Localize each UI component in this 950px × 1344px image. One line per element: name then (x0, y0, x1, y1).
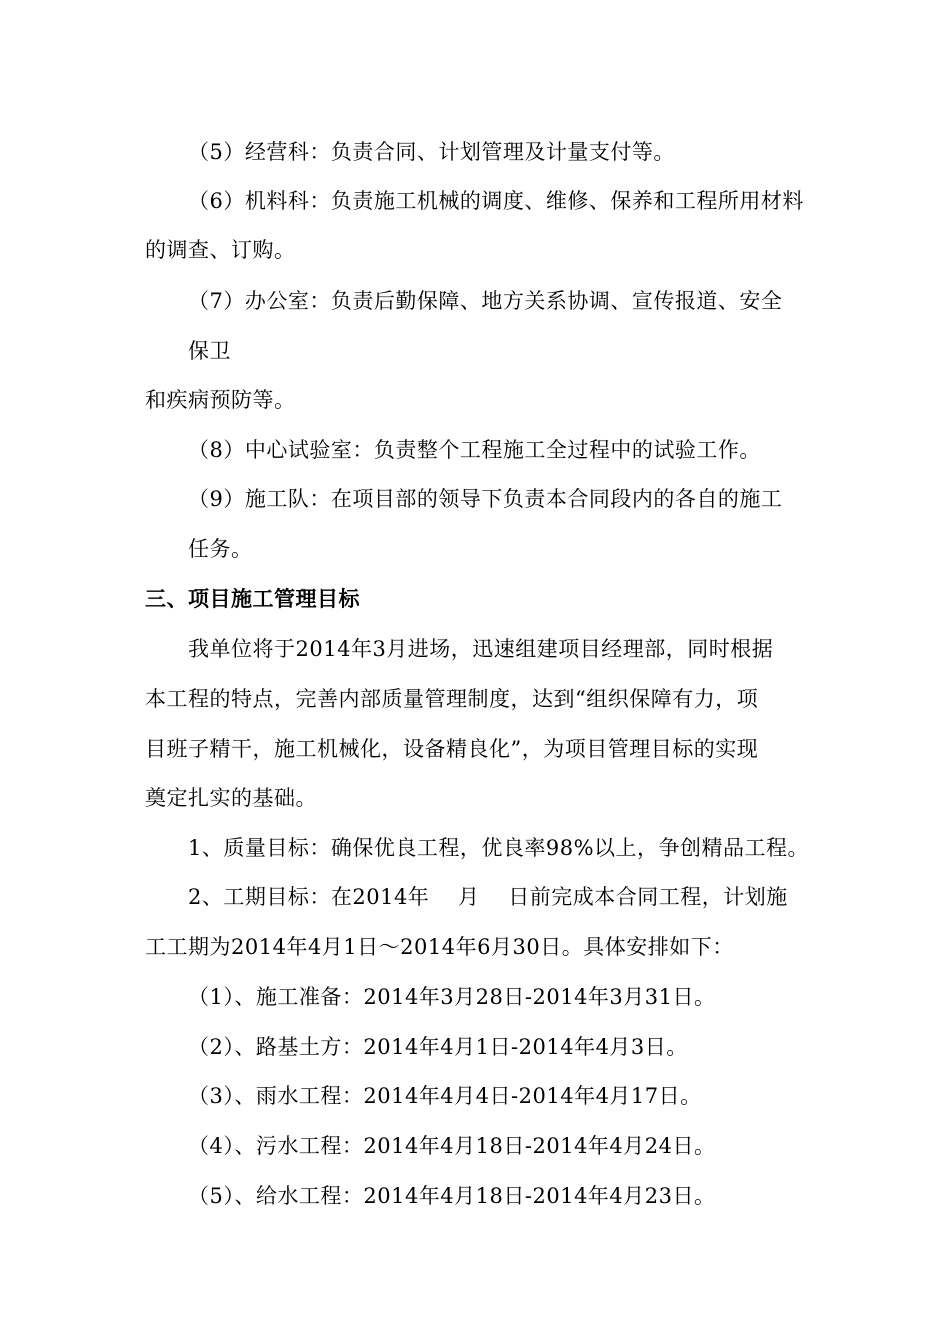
schedule-item-4: （4）、污水工程：2014年4月18日-2014年4月24日。 (188, 1134, 716, 1158)
schedule-item-1: （1）、施工准备：2014年3月28日-2014年3月31日。 (188, 985, 716, 1009)
paragraph-line-1: 我单位将于2014年3月进场，迅速组建项目经理部，同时根据 (188, 637, 774, 661)
schedule-item-2: （2）、路基土方：2014年4月1日-2014年4月3日。 (188, 1035, 688, 1059)
paragraph-line-2: 本工程的特点，完善内部质量管理制度，达到“组织保障有力，项 (145, 687, 759, 711)
schedule-goal: 2、工期目标：在2014年 月 日前完成本合同工程，计划施 (188, 885, 788, 909)
org-item-7-cont: 保卫 (188, 339, 231, 363)
schedule-goal-cont: 工工期为2014年4月1日～2014年6月30日。具体安排如下： (145, 935, 734, 959)
schedule-item-5: （5）、给水工程：2014年4月18日-2014年4月23日。 (188, 1184, 716, 1208)
org-item-9: （9）施工队：在项目部的领导下负责本合同段内的各自的施工 (188, 487, 783, 511)
quality-goal: 1、质量目标：确保优良工程，优良率98%以上，争创精品工程。 (188, 836, 810, 860)
schedule-item-3: （3）、雨水工程：2014年4月4日-2014年4月17日。 (188, 1084, 702, 1108)
org-item-7-cont2: 和疾病预防等。 (145, 388, 296, 412)
org-item-5: （5）经营科：负责合同、计划管理及计量支付等。 (188, 140, 675, 164)
section-heading: 三、项目施工管理目标 (145, 587, 360, 611)
org-item-6-cont: 的调查、订购。 (145, 238, 296, 262)
paragraph-line-3: 目班子精干，施工机械化，设备精良化”，为项目管理目标的实现 (145, 737, 759, 761)
org-item-8: （8）中心试验室：负责整个工程施工全过程中的试验工作。 (188, 438, 761, 462)
paragraph-line-4: 奠定扎实的基础。 (145, 786, 317, 810)
org-item-9-cont: 任务。 (188, 537, 253, 561)
org-item-6: （6）机料科：负责施工机械的调度、维修、保养和工程所用材料 (188, 189, 804, 213)
org-item-7: （7）办公室：负责后勤保障、地方关系协调、宣传报道、安全 (188, 289, 783, 313)
